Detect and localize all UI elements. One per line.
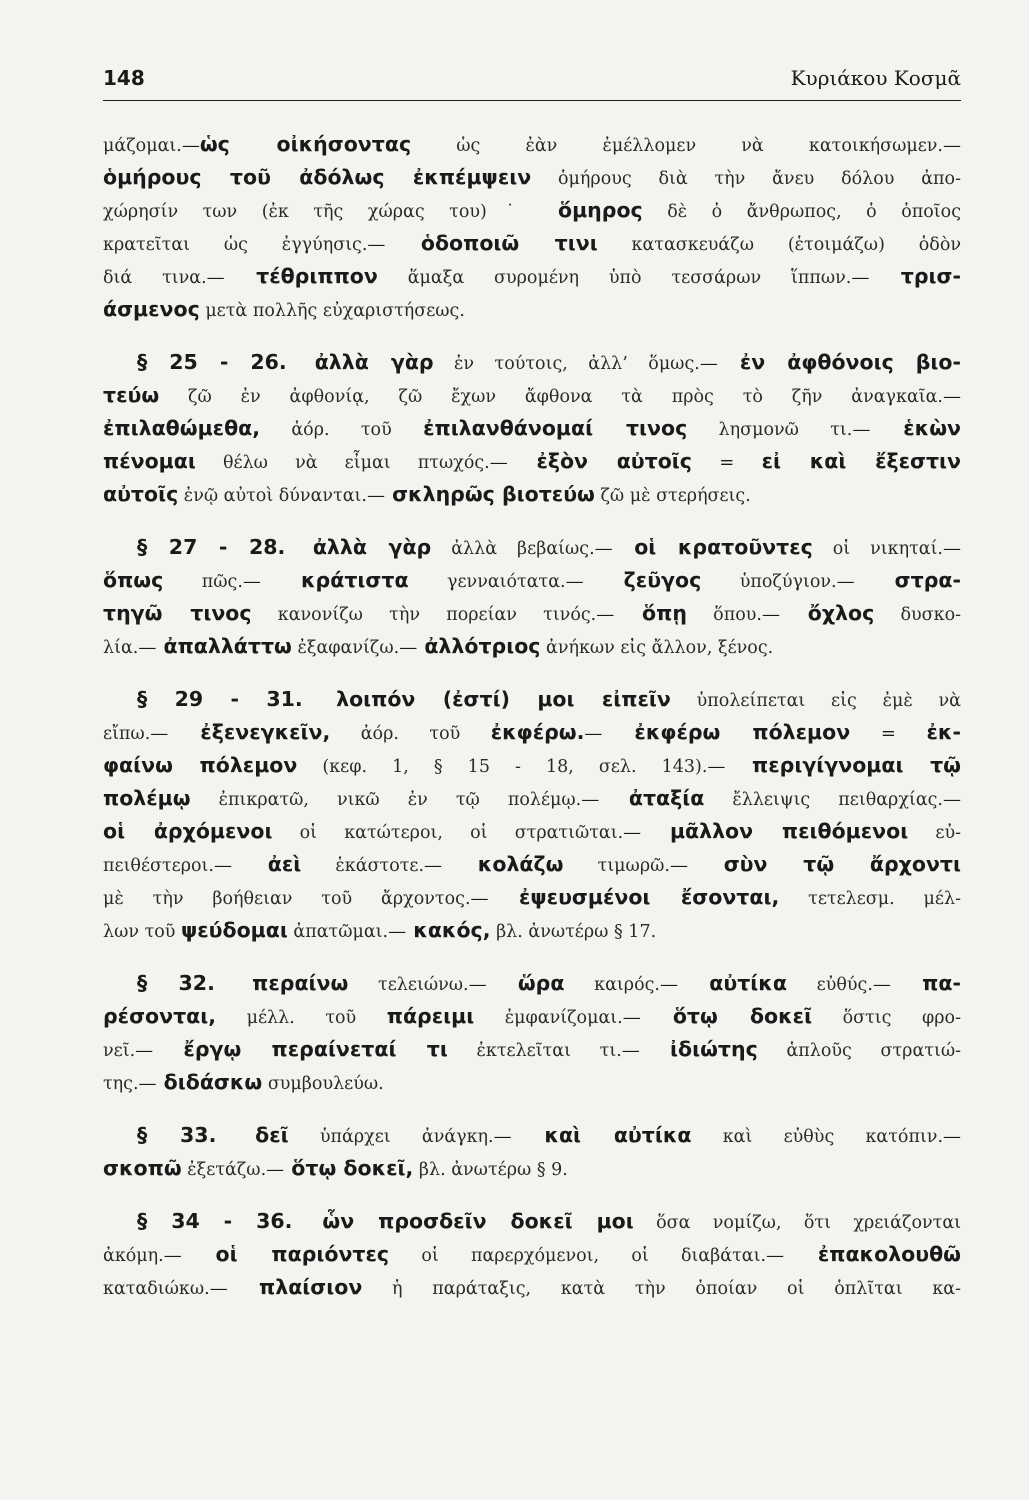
lemma: περιγίγνομαι τῷ xyxy=(725,753,961,777)
lemma: περαίνω xyxy=(220,971,349,995)
lemma: διδάσκω xyxy=(156,1070,263,1094)
lemma: ὧν προσδεῖν δοκεῖ μοι xyxy=(298,1209,634,1233)
lemma: ἰδιώτης xyxy=(639,1037,758,1061)
gloss: τιμωρῶ. xyxy=(563,856,670,876)
gloss: οἱ παρερχόμενοι, οἱ διαβάται. xyxy=(389,1246,767,1266)
dash: — xyxy=(366,485,385,506)
lemma: ἐπιλανθάνομαί τινος xyxy=(423,416,688,440)
lemma: εἰ καὶ ἔξεστιν xyxy=(761,449,961,473)
dash: — xyxy=(943,135,961,156)
gloss: ἐνῷ αὐτοὶ δύνανται. xyxy=(178,486,367,506)
dash: — xyxy=(581,789,600,810)
lemma: κακός, xyxy=(406,918,491,942)
lemma: ἀεὶ xyxy=(231,852,302,876)
gloss: εἴπω. xyxy=(103,724,151,744)
dash: — xyxy=(699,353,718,374)
dash: — xyxy=(399,637,418,658)
lemma: ἐπακολουθῶ xyxy=(784,1242,961,1266)
lemma: ὄχλος xyxy=(779,601,875,625)
lemma: αὐτίκα xyxy=(677,971,787,995)
text-line xyxy=(103,1066,961,1099)
gloss: λων τοῦ xyxy=(103,922,181,942)
gloss: βλ. ἀνωτέρω § 9. xyxy=(413,1160,568,1180)
lemma: ἑκὼν xyxy=(870,416,961,440)
gloss: ἐξαφανίζω. xyxy=(291,638,400,658)
lemma: ὅμηρος xyxy=(558,198,643,222)
lemma: ἀπαλλάττω xyxy=(156,634,292,658)
gloss: ὁμήρους διὰ τὴν ἄνευ δόλου ἀπο- xyxy=(531,169,961,189)
gloss: ὡς ἐὰν ἐμέλλομεν νὰ κατοικήσωμεν. xyxy=(411,136,943,156)
lemma: φαίνω πόλεμον xyxy=(103,753,298,777)
section-line xyxy=(103,967,961,1000)
lemma: ἐν ἀφθόνοις βιο- xyxy=(717,350,961,374)
gloss: νεῖ. xyxy=(103,1041,136,1061)
dash: — xyxy=(623,822,642,843)
dash: — xyxy=(266,1159,285,1180)
lemma: ἔργῳ περαίνεταί τι xyxy=(153,1037,448,1061)
dash: — xyxy=(209,1278,228,1299)
section-line xyxy=(103,531,961,564)
text-line xyxy=(103,260,961,293)
text-line xyxy=(103,379,961,412)
gloss: ἀκόμη. xyxy=(103,1246,164,1266)
gloss: τελειώνω. xyxy=(348,975,469,995)
lemma: ἀλλότριος xyxy=(417,634,541,658)
gloss: μετὰ πολλῆς εὐχαριστήσεως. xyxy=(199,301,465,321)
gloss: εὐ- xyxy=(908,823,961,843)
section-line xyxy=(103,683,961,716)
lemma: σὺν τῷ ἄρχοντι xyxy=(687,852,961,876)
gloss: (κεφ. 1, § 15 - 18, σελ. 143). xyxy=(297,757,708,777)
dash: — xyxy=(388,921,407,942)
section-line xyxy=(103,1119,961,1152)
text-line xyxy=(103,1000,961,1033)
dash: — xyxy=(468,974,487,995)
section-number: § 25 - 26. xyxy=(137,350,287,374)
gloss: μάζομαι. xyxy=(103,136,182,156)
text-line xyxy=(103,1238,961,1271)
dash: — xyxy=(470,888,489,909)
text-line xyxy=(103,412,961,445)
dash: — xyxy=(596,604,615,625)
text-line xyxy=(103,716,961,749)
dash: — xyxy=(836,571,855,592)
text-line xyxy=(103,881,961,914)
dash: — xyxy=(761,604,780,625)
gloss: εὐθύς. xyxy=(786,975,873,995)
lemma: οἱ ἀρχόμενοι xyxy=(103,819,273,843)
gloss: οἱ κατώτεροι, οἱ στρατιῶται. xyxy=(272,823,624,843)
section-number: § 27 - 28. xyxy=(137,535,286,559)
gloss: ἐξετάζω. xyxy=(181,1160,267,1180)
lemma: σκοπῶ xyxy=(103,1156,182,1180)
dash: — xyxy=(135,1040,154,1061)
gloss: καιρός. xyxy=(564,975,660,995)
gloss: ἐμφανίζομαι. xyxy=(474,1008,623,1028)
lemma: κολάζω xyxy=(442,852,564,876)
lemma: ἐξὸν αὐτοῖς xyxy=(507,449,692,473)
dash: — xyxy=(489,452,508,473)
dash: — xyxy=(367,234,386,255)
gloss: ἐπικρατῶ, νικῶ ἐν τῷ πολέμῳ. xyxy=(190,790,582,810)
dash: — xyxy=(851,267,870,288)
lemma: καὶ αὐτίκα xyxy=(511,1123,692,1147)
dash: — xyxy=(206,267,225,288)
text-line xyxy=(103,445,961,478)
gloss: κατασκευάζω (ἑτοιμάζω) ὁδὸν xyxy=(597,235,961,255)
lemma: ὁμήρους τοῦ ἀδόλως ἐκπέμψειν xyxy=(103,165,532,189)
dash: — xyxy=(659,974,678,995)
lemma: ζεῦγος xyxy=(583,568,702,592)
lemma: οἱ κρατοῦντες xyxy=(612,535,813,559)
lemma: ἐκ- xyxy=(926,720,961,744)
text-line xyxy=(103,914,961,947)
running-head: Κυριάκου Κοσμᾶ xyxy=(790,66,961,90)
equals-sign: = xyxy=(691,452,762,473)
gloss: διά τινα. xyxy=(103,268,207,288)
lemma: πα- xyxy=(890,971,961,995)
text-line xyxy=(103,194,961,227)
lemma: πένομαι xyxy=(103,449,196,473)
lemma: τρισ- xyxy=(869,264,961,288)
gloss: ἐν τούτοις, ἀλλ’ ὅμως. xyxy=(433,354,700,374)
gloss: ὑπάρχει ἀνάγκη. xyxy=(288,1127,494,1147)
lemma: πάρειμι xyxy=(386,1004,475,1028)
text-line xyxy=(103,227,961,260)
lemma: ἐψευσμένοι ἔσονται, xyxy=(488,885,780,909)
gloss: ὑποζύγιον. xyxy=(701,572,837,592)
lemma: ὥρα xyxy=(486,971,565,995)
dash: — xyxy=(621,1040,640,1061)
lemma: ἐξενεγκεῖν, xyxy=(168,720,331,744)
page-number: 148 xyxy=(103,66,145,90)
text-line xyxy=(103,630,961,663)
dash: — xyxy=(943,386,961,407)
lemma: ἐκφέρω πόλεμον xyxy=(602,720,851,744)
text-line xyxy=(103,749,961,782)
gloss: τετελεσμ. μέλ- xyxy=(779,889,961,909)
text-line xyxy=(103,782,961,815)
dash: — xyxy=(943,1126,961,1147)
text-line xyxy=(103,564,961,597)
dash: — xyxy=(138,1073,157,1094)
gloss: ὅπου. xyxy=(686,605,762,625)
gloss: ἅμαξα συρομένη ὑπὸ τεσσάρων ἵππων. xyxy=(377,268,852,288)
gloss: ἡ παράταξις, κατὰ τὴν ὁποίαν οἱ ὁπλῖται κα- xyxy=(362,1279,961,1299)
gloss: ὅστις φρο- xyxy=(812,1008,961,1028)
gloss: κρατεῖται ὡς ἐγγύησις. xyxy=(103,235,368,255)
dash: — xyxy=(163,1245,182,1266)
dash: — xyxy=(493,1126,512,1147)
dash: — xyxy=(594,538,613,559)
lemma: ὁδοποιῶ τινι xyxy=(385,231,598,255)
text-line xyxy=(103,161,961,194)
section-line xyxy=(103,346,961,379)
dash: — xyxy=(766,1245,785,1266)
gloss: ἀπατῶμαι. xyxy=(287,922,389,942)
section-line xyxy=(103,1205,961,1238)
lemma: ἐκφέρω. xyxy=(490,720,585,744)
section-number: § 32. xyxy=(137,971,215,995)
lemma: πλαίσιον xyxy=(227,1275,363,1299)
text-line xyxy=(103,1033,961,1066)
text-line xyxy=(103,478,961,511)
lemma: ἀλλὰ γὰρ xyxy=(292,350,434,374)
lemma: ὅτῳ δοκεῖ xyxy=(640,1004,813,1028)
dash: — xyxy=(669,855,688,876)
lemma: μᾶλλον πειθόμενοι xyxy=(641,819,909,843)
lemma: ὅτῳ δοκεῖ, xyxy=(284,1156,414,1180)
section-number: § 34 - 36. xyxy=(137,1209,293,1233)
dash: — xyxy=(943,538,961,559)
dash: — xyxy=(707,756,726,777)
lemma: ρέσονται, xyxy=(103,1004,217,1028)
gloss: πῶς. xyxy=(163,572,243,592)
gloss: δυσκο- xyxy=(874,605,961,625)
gloss: χώρησίν των (ἐκ τῆς χώρας του)˙ xyxy=(103,202,559,222)
gloss: πειθέστεροι. xyxy=(103,856,214,876)
text-line xyxy=(103,815,961,848)
section-number: § 33. xyxy=(137,1123,217,1147)
lemma: ὅπως xyxy=(103,568,164,592)
gloss: γενναιότατα. xyxy=(408,572,566,592)
dash: — xyxy=(138,637,157,658)
gloss: λησμονῶ τι. xyxy=(687,420,853,440)
lemma: σκληρῶς βιοτεύω xyxy=(384,482,595,506)
dash: — xyxy=(852,419,871,440)
gloss: ἔλλειψις πειθαρχίας. xyxy=(704,790,943,810)
gloss: καὶ εὐθὺς κατόπιν. xyxy=(691,1127,944,1147)
gloss: ἐκτελεῖται τι. xyxy=(447,1041,622,1061)
dash: — xyxy=(424,855,443,876)
equals-sign: = xyxy=(850,723,927,744)
gloss: μὲ τὴν βοήθειαν τοῦ ἄρχοντος. xyxy=(103,889,471,909)
gloss: βλ. ἀνωτέρω § 17. xyxy=(490,922,657,942)
dash: — xyxy=(181,135,200,156)
gloss: ἑκάστοτε. xyxy=(301,856,425,876)
lemma: κράτιστα xyxy=(260,568,409,592)
lemma: ὡς οἰκήσοντας xyxy=(199,132,412,156)
gloss: ἀλλὰ βεβαίως. xyxy=(431,539,595,559)
lemma: στρα- xyxy=(854,568,961,592)
gloss: καταδιώκω. xyxy=(103,1279,210,1299)
lemma: αὐτοῖς xyxy=(103,482,179,506)
gloss: ὑπολείπεται εἰς ἐμὲ νὰ xyxy=(670,691,961,711)
gloss: κανονίζω τὴν πορείαν τινός. xyxy=(251,605,597,625)
lemma: δεῖ xyxy=(222,1123,289,1147)
gloss: ὅσα νομίζω, ὅτι χρειάζονται xyxy=(633,1213,961,1233)
lemma: άσμενος xyxy=(103,297,200,321)
gloss: ἀόρ. τοῦ xyxy=(260,420,424,440)
gloss: συμβουλεύω. xyxy=(262,1074,384,1094)
gloss: ἀόρ. τοῦ xyxy=(330,724,491,744)
dash: — xyxy=(622,1007,641,1028)
lemma: πολέμῳ xyxy=(103,786,191,810)
text-line xyxy=(103,1152,961,1185)
lemma: ὅπῃ xyxy=(614,601,687,625)
text-line xyxy=(103,128,961,161)
section-number: § 29 - 31. xyxy=(137,687,303,711)
lemma: τεύω xyxy=(103,383,160,407)
text-line xyxy=(103,597,961,630)
lemma: ἀταξία xyxy=(599,786,705,810)
lemma: ἐπιλαθώμεθα, xyxy=(103,416,261,440)
dash: — xyxy=(943,789,961,810)
lemma: τηγῶ τινος xyxy=(103,601,252,625)
lemma: ἀλλὰ γὰρ xyxy=(291,535,432,559)
lemma: οἱ παριόντες xyxy=(181,1242,390,1266)
gloss: οἱ νικηταί. xyxy=(812,539,943,559)
dash: — xyxy=(150,723,169,744)
text-line xyxy=(103,293,961,326)
gloss: ἁπλοῦς στρατιώ- xyxy=(757,1041,961,1061)
dash: — xyxy=(872,974,891,995)
text-line xyxy=(103,848,961,881)
dash: — xyxy=(213,855,232,876)
dash: — xyxy=(242,571,261,592)
dash: — xyxy=(584,723,603,744)
page-header xyxy=(103,66,961,101)
gloss: ζῶ μὲ στερήσεις. xyxy=(594,486,751,506)
lemma: ψεύδομαι xyxy=(180,918,288,942)
page-body xyxy=(103,128,961,1304)
gloss: μέλλ. τοῦ xyxy=(216,1008,387,1028)
text-line xyxy=(103,1271,961,1304)
gloss: της. xyxy=(103,1074,139,1094)
gloss: λία. xyxy=(103,638,139,658)
lemma: λοιπόν (ἐστί) μοι εἰπεῖν xyxy=(308,687,671,711)
gloss: θέλω νὰ εἶμαι πτωχός. xyxy=(195,453,490,473)
gloss: δὲ ὁ ἄνθρωπος, ὁ ὁποῖος xyxy=(642,202,961,222)
gloss: ἀνήκων εἰς ἄλλον, ξένος. xyxy=(540,638,774,658)
dash: — xyxy=(565,571,584,592)
lemma: τέθριππον xyxy=(224,264,378,288)
gloss: ζῶ ἐν ἀφθονίᾳ, ζῶ ἔχων ἄφθονα τὰ πρὸς τὸ ζῆν ἀναγκαῖα. xyxy=(159,387,943,407)
